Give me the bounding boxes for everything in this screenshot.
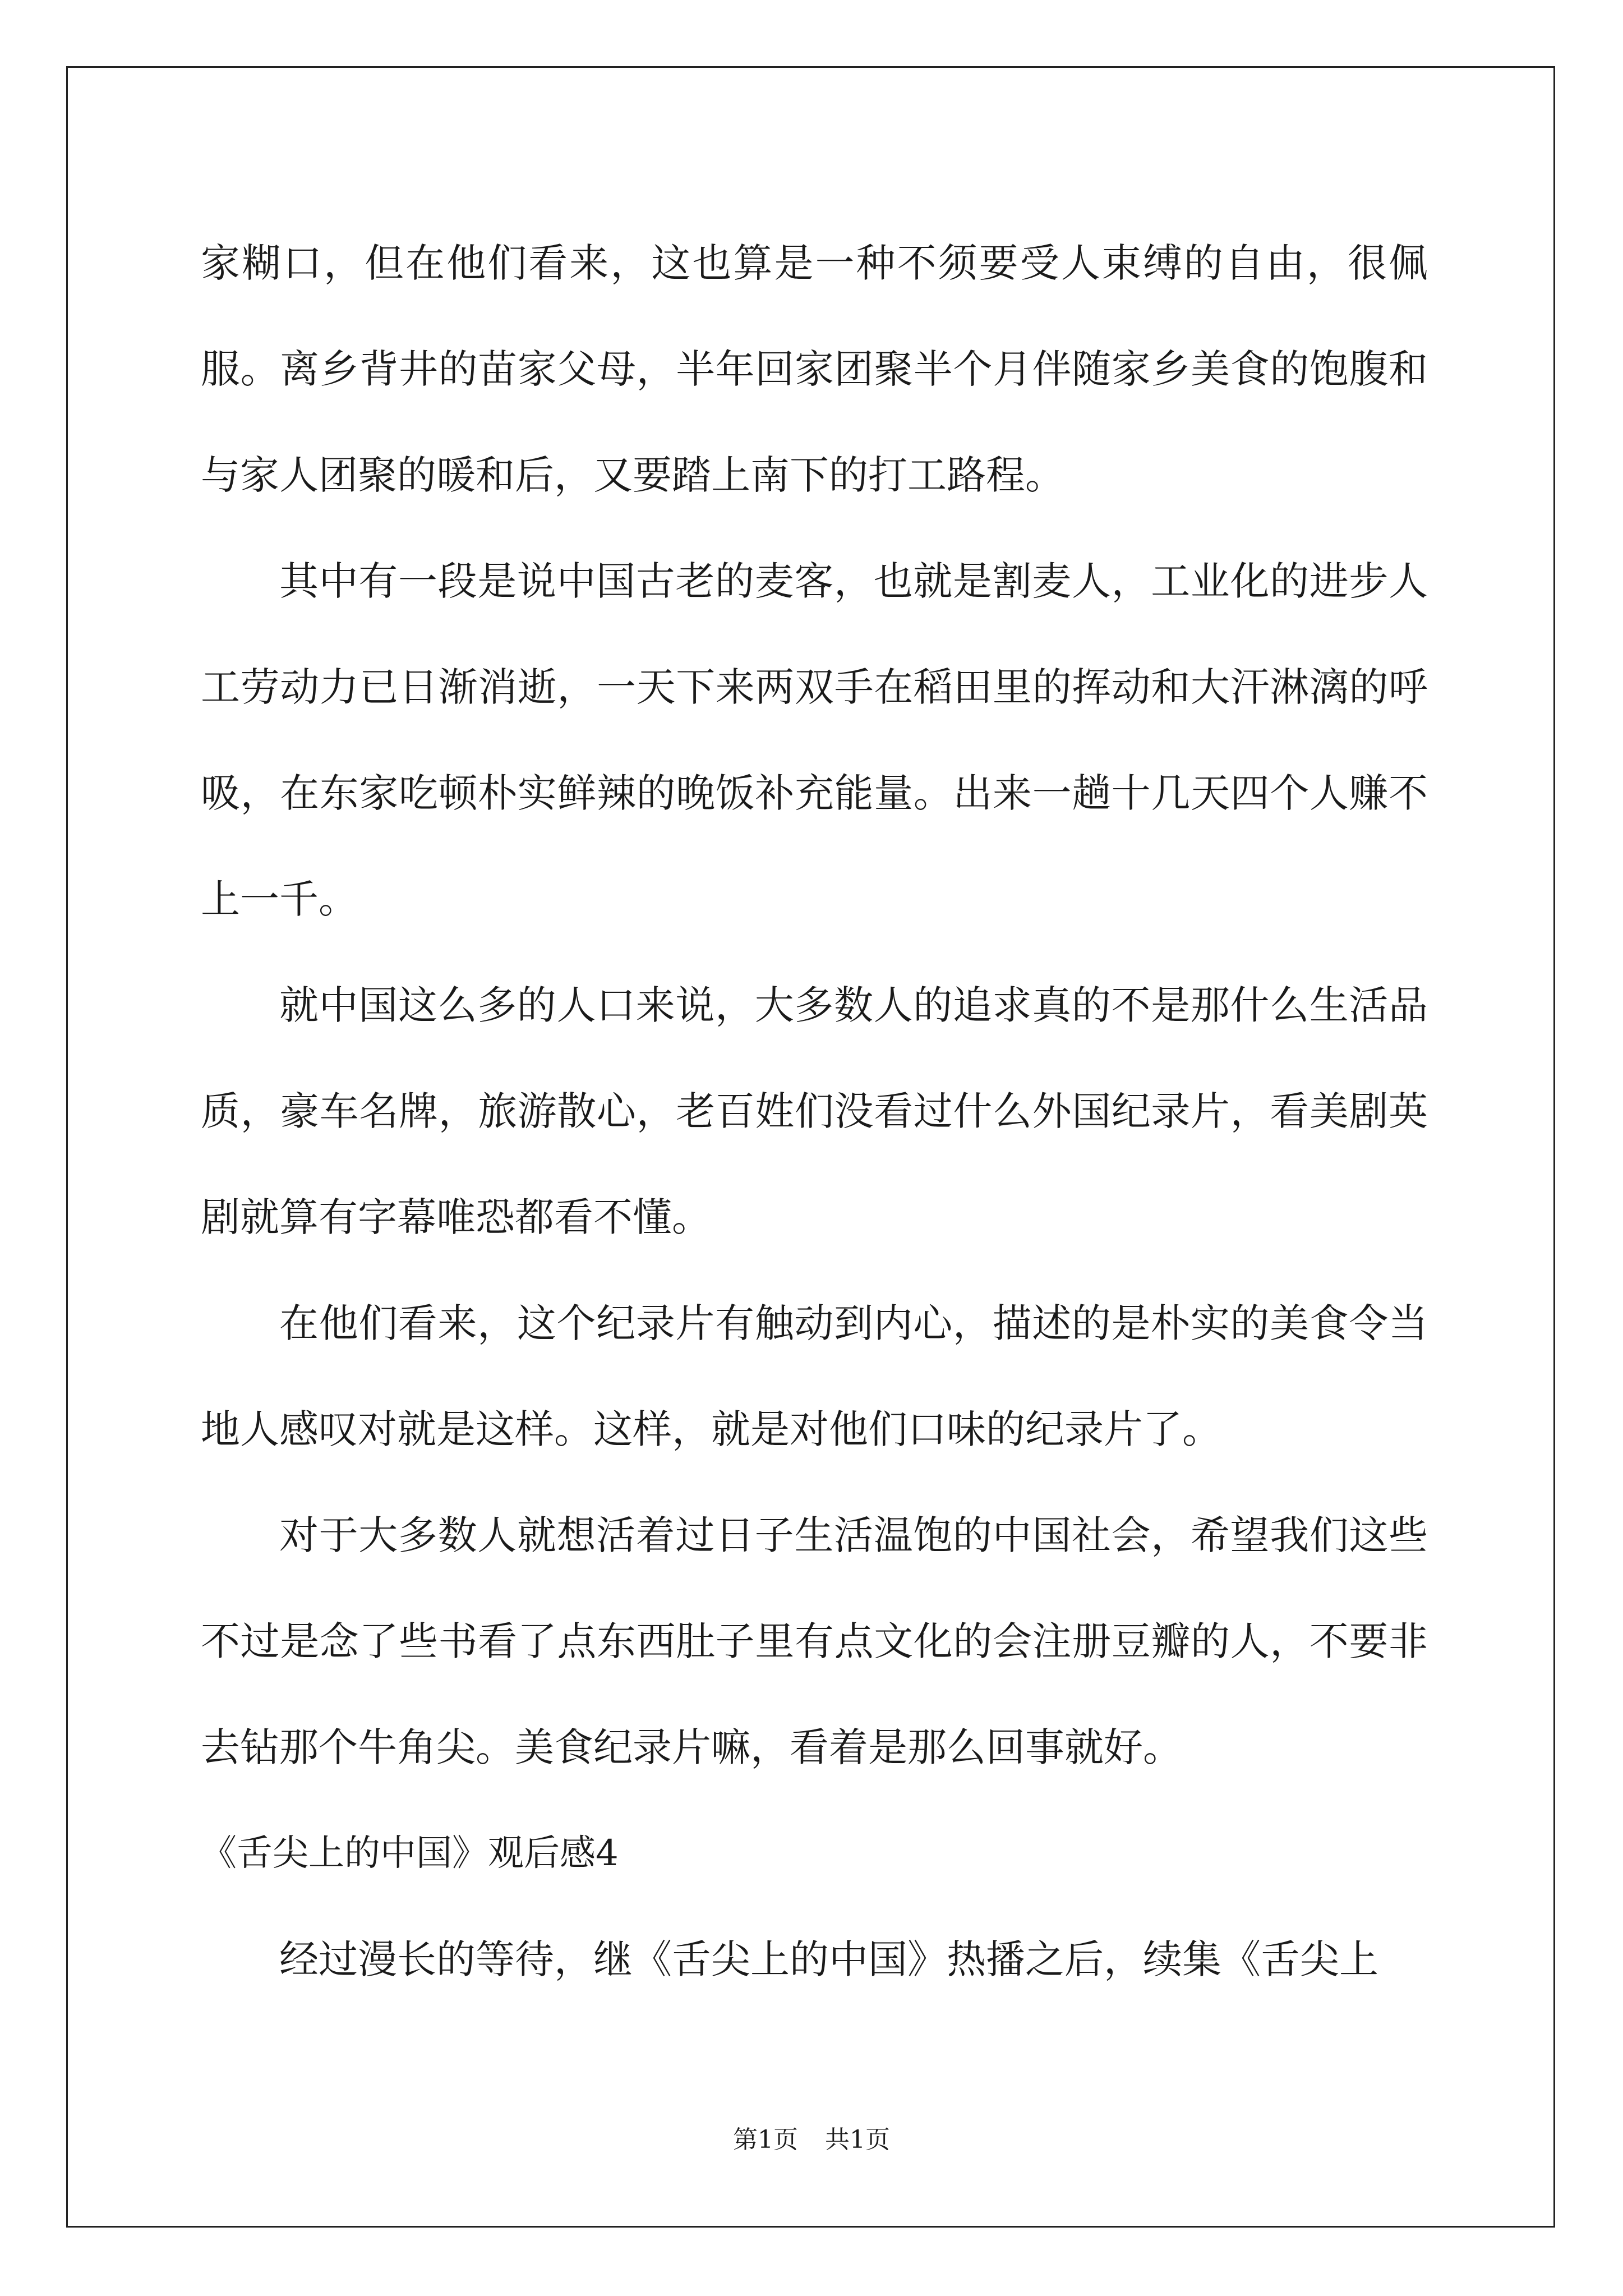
document-body	[201, 210, 1428, 2013]
paragraph-3: 就中国这么多的人口来说，大多数人的追求真的不是那什么生活品质，豪车名牌，旅游散心，老百姓们没看过什么外国纪录片，看美剧英剧就算有字幕唯恐都看不懂。	[201, 982, 1428, 1240]
paragraph-5: 对于大多数人就想活着过日子生活温饱的中国社会，希望我们这些不过是念了些书看了点东西肚子里有点文化的会注册豆瓣的人，不要非去钻那个牛角尖。美食纪录片嘛，看着是那么回事就好。	[201, 1512, 1428, 1770]
page-number: 第1页	[733, 2125, 798, 2154]
section-heading: 《舌尖上的中国》观后感4	[201, 1833, 619, 1874]
paragraph-6: 经过漫长的等待，继《舌尖上的中国》热播之后，续集《舌尖上	[279, 1936, 1378, 1982]
paragraph-4: 在他们看来，这个纪录片有触动到内心，描述的是朴实的美食令当地人感叹对就是这样。这样，就是对他们口味的纪录片了。	[201, 1300, 1428, 1452]
paragraph-2: 其中有一段是说中国古老的麦客，也就是割麦人，工业化的进步人工劳动力已日渐消逝，一天下来两双手在稻田里的挥动和大汗淋漓的呼吸，在东家吃顿朴实鲜辣的晚饭补充能量。出来一趟十几天四个人赚不上一千。	[201, 558, 1428, 922]
paragraph-1: 家糊口，但在他们看来，这也算是一种不须要受人束缚的自由，很佩服。离乡背井的苗家父母，半年回家团聚半个月伴随家乡美食的饱腹和与家人团聚的暖和后，又要踏上南下的打工路程。	[201, 240, 1428, 498]
page-total: 共1页	[825, 2125, 890, 2154]
page-footer	[0, 2123, 1623, 2157]
